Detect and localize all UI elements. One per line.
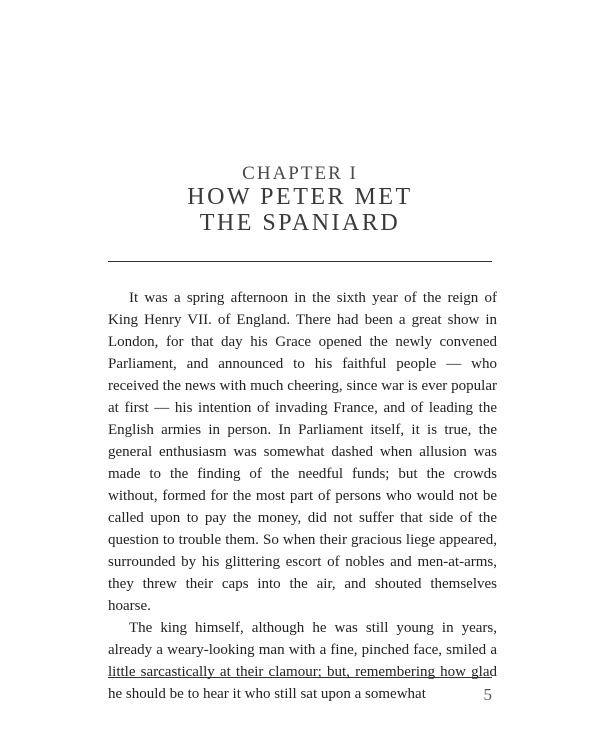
paragraph-2: The king himself, although he was still young in years, already a weary-looking man with a fine, pinched face, smiled a little sarcastically at their clamour; but, remembering how glad he should be to hear it who still sat upon a somewhat: [108, 620, 497, 702]
paragraph-1: It was a spring afternoon in the sixth year of the reign of King Henry VII. of England. There had been a great show in London, for that day his Grace opened the newly convened Parliament, and announced to his faithful people — who received the news with much cheering, since war is ever popular at first — his intention of invading France, and of leading the English armies in person. In Parliament itself, it is true, the general enthusiasm was somewhat dashed when allusion was made to the finding of the needful funds; but the crowds without, formed for the most part of persons who would not be called upon to pay the money, did not suffer that side of the question to trouble them. So when their gracious liege appeared, surrounded by his glittering escort of nobles and men-at-arms, they threw their caps into the air, and shouted themselves hoarse.: [108, 290, 497, 614]
chapter-title-line-1: HOW PETER MET: [187, 184, 413, 210]
chapter-label: CHAPTER I: [242, 163, 358, 184]
chapter-title: [0, 184, 600, 236]
page-number: 5: [483, 685, 492, 704]
body-text: [108, 287, 497, 705]
bottom-divider: [108, 677, 492, 678]
chapter-title-line-2: THE SPANIARD: [199, 210, 401, 236]
top-divider: [108, 261, 492, 262]
